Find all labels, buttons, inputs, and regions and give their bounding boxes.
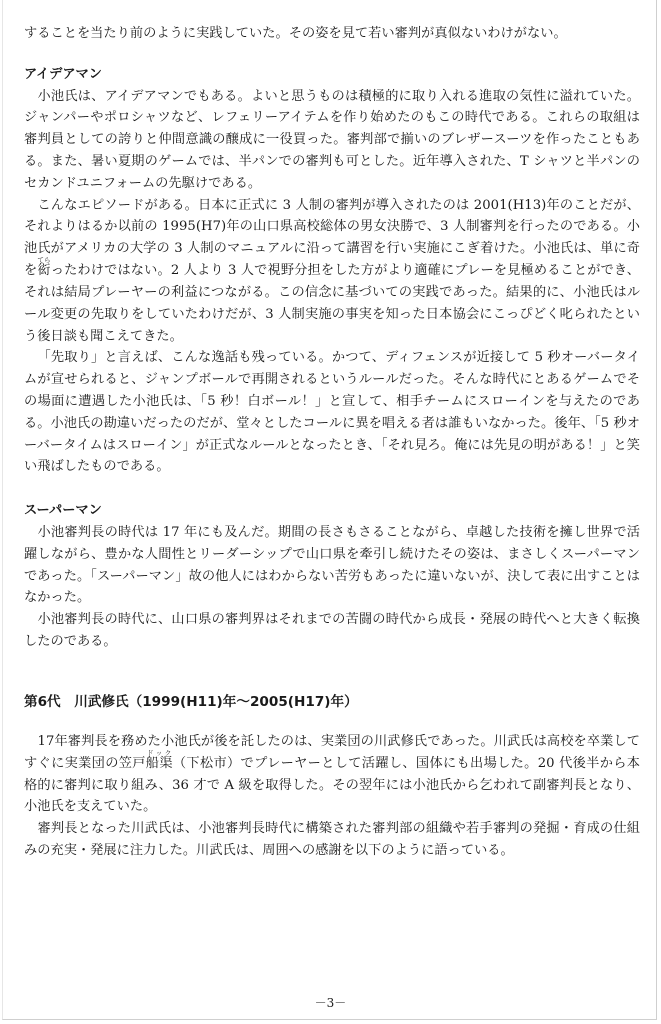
section-heading-superman: スーパーマン xyxy=(24,503,102,519)
paragraph-idea-2-part-a: こんなエピソードがある。日本に正式に 3 人制の審判が導入されたのは 2001(H13)年のことだが、それよりはるか以前の 1995(H7)年の山口県高校総体の男女決勝で、3 人制審判を行ったのである。小池氏がアメリカの大学の 3 人制のマニュアルに沿って講習を行い実施にこぎ着けた。小池氏は、単に奇を xyxy=(24,197,640,279)
paragraph-idea-2-part-b: ったわけではない。2 人より 3 人で視野分担をした方がより適確にプレーを見極めることができ、それは結局プレーヤーの利益につながる。この信念に基づいての実践であった。結果的に、小池氏はルール変更の先取りをしていたわけだが、3 人制実施の事実を知った日本協会にこっぴどく叱られたという後日談も聞こえてきた。 xyxy=(24,263,640,344)
page-number: －3－ xyxy=(314,996,347,1010)
intro-paragraph: することを当たり前のように実践していた。その姿を見て若い審判が真似ないわけがない。 xyxy=(24,26,567,41)
paragraph-sixth-1-part-a: 17年審判長を務めた小池氏が後を託したのは、実業団の川武修氏であった。川武氏は高校を卒業してすぐに実業団の笠戸 xyxy=(24,733,640,771)
paragraph-idea-2 xyxy=(24,195,640,348)
paragraph-superman-2: 小池審判長の時代に、山口県の審判界はそれまでの苦闘の時代から成長・発展の時代へと大きく転換したのである。 xyxy=(24,612,640,649)
paragraph-sixth-1 xyxy=(24,731,640,818)
page-content xyxy=(24,23,640,862)
paragraph-idea-1: 小池氏は、アイデアマンでもある。よいと思うものは積極的に取り入れる進取の気性に溢れていた。ジャンパーやポロシャツなど、レフェリーアイテムを作り始めたのもこの時代である。これらの取組は審判員としての誇りと仲間意識の醸成に一役買った。審判部で揃いのブレザースーツを作ったこともある。また、暑い夏期のゲームでは、半パンでの審判も可とした。近年導入された、T シャツと半パンのセカンドユニフォームの先駆けである。 xyxy=(24,88,640,191)
paragraph-idea-3: 「先取り」と言えば、こんな逸話も残っている。かつて、ディフェンスが近接して 5 秒オーバータイムが宣せられると、ジャンプボールで再開されるというルールだった。そんな時代にとあるゲームでその場面に遭遇した小池氏は、「5 秒！白ボール！」と宣して、相手チームにスローインを与えたのである。小池氏の勘違いだったのだが、堂々としたコールに異を唱える者は誰もいなかった。後年、「5 秒オーバータイムはスローイン」が正式なルールとなったとき、「それ見ろ。俺には先見の明がある！」と笑い飛ばしたものである。 xyxy=(24,350,640,475)
ruby-teratta: 衒てら xyxy=(37,256,51,279)
ruby-dock: 船渠ドック xyxy=(145,748,173,771)
paragraph-sixth-2: 審判長となった川武氏は、小池審判長時代に構築された審判部の組織や若手審判の発掘・育成の仕組みの充実・発展に注力した。川武氏は、周囲への感謝を以下のように語っている。 xyxy=(24,821,640,858)
paragraph-superman-1: 小池審判長の時代は 17 年にも及んだ。期間の長さもさることながら、卓越した技術を擁し世界で活躍しながら、豊かな人間性とリーダーシップで山口県を牽引し続けたその姿は、まさしくスーパーマンであった。「スーパーマン」故の他人にはわからない苦労もあったに違いないが、決して表に出すことはなかった。 xyxy=(24,524,640,606)
paragraph-sixth-1-part-b: （下松市）でプレーヤーとして活躍し、国体にも出場した。20 代後半から本格的に審判に取り組み、36 才で A 級を取得した。その翌年には小池氏から乞われて副審判長となり、小池氏を支えていた。 xyxy=(24,755,641,815)
section-heading-idea-man: アイデアマン xyxy=(24,66,102,82)
section-title-sixth: 第6代 川武修氏（1999(H11)年～2005(H17)年） xyxy=(24,693,358,710)
